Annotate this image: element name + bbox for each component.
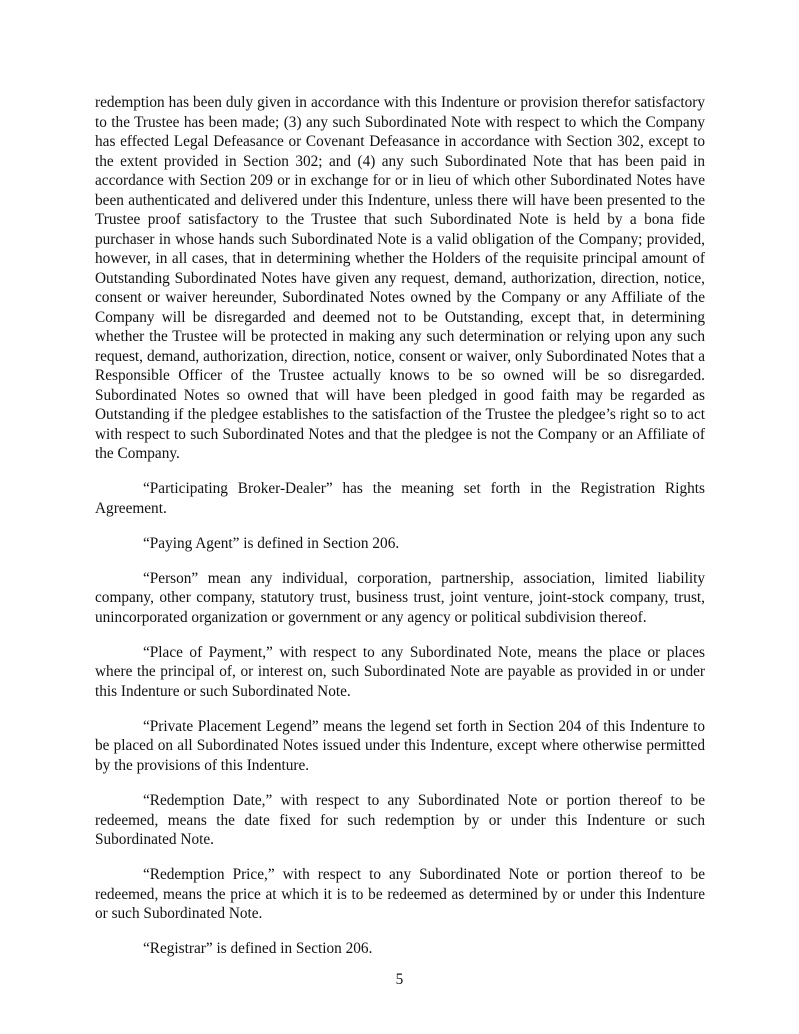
definition-participating-broker-dealer: “Participating Broker-Dealer” has the meaning set forth in the Registration Rights Agreement. (95, 480, 705, 517)
definition-private-placement-legend: “Private Placement Legend” means the legend set forth in Section 204 of this Indenture to be placed on all Subordinated Notes issued under this Indenture, except where otherwise permitted by the provisions of this Indenture. (95, 717, 705, 774)
page-number: 5 (395, 971, 404, 988)
definition-redemption-price: “Redemption Price,” with respect to any Subordinated Note or portion thereof to be redeemed, means the price at which it is to be redeemed as determined by or under this Indenture or such Subordinated Note. (95, 866, 705, 923)
document-page (95, 93, 705, 974)
definition-redemption-date: “Redemption Date,” with respect to any Subordinated Note or portion thereof to be redeemed, means the date fixed for such redemption by or under this Indenture or such Subordinated Note. (95, 792, 705, 849)
paragraph-outstanding-continuation: redemption has been duly given in accordance with this Indenture or provision therefor satisfactory to the Trustee has been made; (3) any such Subordinated Note with respect to which the Company has effected Legal Defeasance or Covenant Defeasance in accordance with Section 302, except to the extent provided in Section 302; and (4) any such Subordinated Note that has been paid in accordance with Section 209 or in exchange for or in lieu of which other Subordinated Notes have been authenticated and delivered under this Indenture, unless there will have been presented to the Trustee proof satisfactory to the Trustee that such Subordinated Note is held by a bona fide purchaser in whose hands such Subordinated Note is a valid obligation of the Company; provided, however, in all cases, that in determining whether the Holders of the requisite principal amount of Outstanding Subordinated Notes have given any request, demand, authorization, direction, notice, consent or waiver hereunder, Subordinated Notes owned by the Company or any Affiliate of the Company will be disregarded and deemed not to be Outstanding, except that, in determining whether the Trustee will be protected in making any such determination or relying upon any such request, demand, authorization, direction, notice, consent or waiver, only Subordinated Notes that a Responsible Officer of the Trustee actually knows to be so owned will be so disregarded. Subordinated Notes so owned that will have been pledged in good faith may be regarded as Outstanding if the pledgee establishes to the satisfaction of the Trustee the pledgee’s right so to act with respect to such Subordinated Notes and that the pledgee is not the Company or an Affiliate of the Company. (95, 94, 705, 462)
definition-registrar: “Registrar” is defined in Section 206. (143, 940, 373, 958)
definition-paying-agent: “Paying Agent” is defined in Section 206. (143, 534, 400, 552)
definition-place-of-payment: “Place of Payment,” with respect to any Subordinated Note, means the place or places where the principal of, or interest on, such Subordinated Note are payable as provided in or under this Indenture or such Subordinated Note. (95, 643, 705, 700)
definition-person: “Person” mean any individual, corporation, partnership, association, limited liability company, other company, statutory trust, business trust, joint venture, joint-stock company, trust, unincorporated organization or government or any agency or political subdivision thereof. (95, 569, 705, 626)
